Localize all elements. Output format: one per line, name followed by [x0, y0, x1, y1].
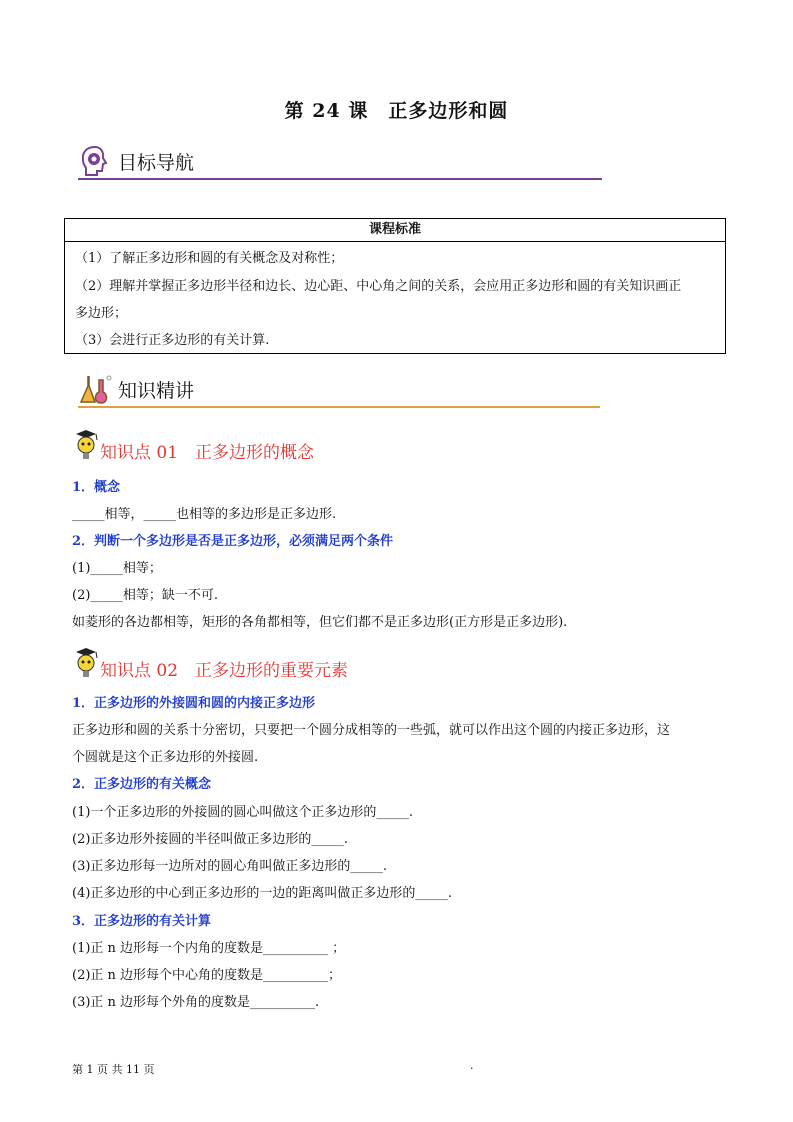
standard-item: （1）了解正多边形和圆的有关概念及对称性； — [75, 251, 344, 266]
paragraph: 如菱形的各边都相等，矩形的各角都相等，但它们都不是正多边形(正方形是正多边形). — [72, 615, 568, 630]
standard-item: 多边形； — [75, 306, 128, 321]
course-standard-table — [64, 218, 726, 354]
heading-calculations: 3．正多边形的有关计算 — [72, 914, 212, 929]
paragraph: (3)正多边形每一边所对的圆心角叫做正多边形的_____. — [72, 859, 388, 874]
section-label: 知识精讲 — [118, 380, 195, 402]
paragraph: (4)正多边形的中心到正多边形的一边的距离叫做正多边形的_____. — [72, 886, 453, 901]
paragraph: (2)正多边形外接圆的半径叫做正多边形的_____. — [72, 832, 349, 847]
knowledge-point-01 — [72, 434, 472, 464]
paragraph: (1)_____相等； — [72, 561, 162, 576]
table-header: 课程标准 — [65, 219, 725, 242]
mascot-icon — [72, 646, 100, 684]
paragraph: (2)正 n 边形每个中心角的度数是__________； — [72, 968, 342, 983]
paragraph: (1)一个正多边形的外接圆的圆心叫做这个正多边形的_____. — [72, 805, 414, 820]
heading-related-concepts: 2．正多边形的有关概念 — [72, 777, 212, 792]
section-label: 目标导航 — [118, 152, 195, 174]
knowledge-point-title: 知识点 01 正多边形的概念 — [100, 443, 315, 463]
heading-concept: 1．概念 — [72, 480, 121, 495]
standard-item: （2）理解并掌握正多边形半径和边长、边心距、中心角之间的关系，会应用正多边形和圆的有关知识画正 — [75, 279, 682, 294]
heading-conditions: 2．判断一个多边形是否是正多边形，必须满足两个条件 — [72, 534, 394, 549]
standard-item: （3）会进行正多边形的有关计算. — [75, 333, 270, 348]
paragraph: (2)_____相等；缺一不可. — [72, 588, 219, 603]
paragraph: 个圆就是这个正多边形的外接圆. — [72, 750, 259, 765]
page-number: 第 1 页 共 11 页 — [72, 1063, 155, 1076]
paragraph: _____相等，_____也相等的多边形是正多边形. — [72, 507, 337, 522]
section-goal-nav — [78, 144, 602, 180]
paragraph: 正多边形和圆的关系十分密切，只要把一个圆分成相等的一些弧，就可以作出这个圆的内接正多边形，这 — [72, 723, 671, 738]
section-rule — [78, 406, 600, 408]
heading-circumcircle: 1．正多边形的外接圆和圆的内接正多边形 — [72, 696, 316, 711]
paragraph: (3)正 n 边形每个外角的度数是__________. — [72, 995, 320, 1010]
paragraph: (1)正 n 边形每一个内角的度数是__________ ； — [72, 941, 346, 956]
brain-gear-icon — [78, 144, 112, 182]
page-title: 第 24 课 正多边形和圆 — [284, 100, 509, 122]
section-knowledge — [78, 372, 600, 408]
mascot-icon — [72, 428, 100, 466]
knowledge-point-title: 知识点 02 正多边形的重要元素 — [100, 661, 349, 681]
knowledge-point-02 — [72, 652, 472, 682]
footer-dot: . — [470, 1059, 474, 1072]
section-rule — [78, 178, 602, 180]
